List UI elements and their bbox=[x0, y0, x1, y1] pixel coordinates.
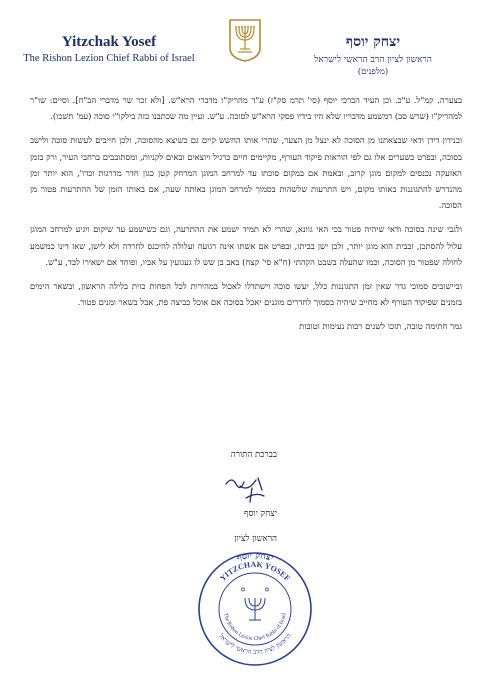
letterhead-english bbox=[14, 34, 204, 64]
hebrew-subtitle: (מלפנים) bbox=[357, 67, 389, 77]
menorah-emblem-icon bbox=[228, 18, 262, 62]
signer-title: הראשון לציון bbox=[234, 534, 277, 544]
stamp-inner-text: The Rishon Lezion Chief Rabbi of Israel bbox=[222, 612, 288, 643]
official-stamp bbox=[196, 550, 314, 668]
handwritten-signature bbox=[222, 472, 268, 508]
paragraph: וביישובים סמוכי גדר שאין זמן התגוננות כלל, יעשו סוכה וישתדלו לאכול במהירות לכל הפחות כזית בלילה הראשון, ובשאר הימים בזמנים שפיקוד העורף לא מחייב שיהיה בסמוך לחדרים מוגנים יאכל בסוכה אם אוכל כביצה פת, אבל בשאר ומנים פטור. bbox=[30, 281, 462, 308]
english-title: The Rishon Lezion Chief Rabbi of Israel bbox=[23, 53, 195, 64]
paragraph: ולגבי שינה בסוכה ודאי שיהיה פטור בכי האי גוונא, שהרי לא תמיד ישמע את ההתרעה, וגם כשישמע עד שיקום ויגיע למרחב המוגן עלול להסתכן, ובבית הוא מוגן יותר, ולכן ישן בביתו, ובפרט אם אשתו אינה רגועה ועלולה להיכנס לחרדה ולא לישן, שאז דינו כמשמע לחולה שפטור מן הסוכה, וכמו שהעלה בשבט הקהתי (ח"א סי' קצח) באב בן שש לו געגועין על אביו, ופוחד אם ישאירו לבד, ע"ש. bbox=[30, 224, 462, 267]
paragraph: גמר חתימה טובה, תזכו לשנים רבות נעימות וטובות bbox=[299, 321, 462, 332]
star-icon: ✡ bbox=[240, 586, 246, 594]
stamp-bottom-text: הראשון לציון הרב הראשי לישראל bbox=[217, 631, 293, 657]
hebrew-name: יצחק יוסף bbox=[345, 34, 401, 50]
paragraph: ובנידון דידן ודאי שבצאתנו מן הסוכה לא ינצל מן הצער, שהרי אותו החשש קיים גם כשיצא מהסוכה, ולכן חייבים לעשות סוכה ולישב בסוכה, ובפרט כשערים אלו גם לפי הוראות פיקוד העורף, מקיימים חיים כרגיל ויוצאים ובאים לקניות, ומסתובבים ברחבי העיר, ורק בזמן האזעקה נכנסים למקום מוגן קרוב, ובאמת אם במקום סוכתו עד למרחב המוגן המרחק קטן כגון חדר מדרגות וכדו', הוא יותר זמן מהנדרש להתגוננות באותו מקום, ויש התרעות שלשהות בסמוך למרחב המוגן באותה שעה, אם באותו הזמן של ההתרעות פטור מן הסוכה. bbox=[30, 135, 462, 211]
signer-name: יצחק יוסף bbox=[244, 509, 277, 519]
letterhead-hebrew bbox=[273, 34, 473, 77]
stamp-menorah-icon bbox=[245, 598, 265, 620]
star-icon: ✡ bbox=[264, 586, 270, 594]
svg-text:הראשון לציון הרב הראשי לישראל bbox=[217, 631, 293, 656]
paragraph: בצערה. קמ"ל. ע"כ. וכן העיד הברכי יוסף (סי' תרמ סק"ז) ע"ד מהריק"ו מדברי הרא"ש. [ולא זכר שר מדברי הב"ח]. וסיים: שו"ר למהריק"ו (שרש סב) דמשמע מדבריו שלא היו בידיו פסקי הרא"ש לסוכה. ע"ש. ועיין מה שכתבנו בזה בילקו"י סוכה (עמ' תשכו). bbox=[30, 95, 462, 122]
stamp-hebrew-arc: יצחק יוסף bbox=[235, 550, 275, 564]
letter-body bbox=[30, 92, 462, 343]
svg-text:YITZCHAK YOSEF bbox=[218, 560, 292, 583]
stamp-top-text: YITZCHAK YOSEF bbox=[218, 559, 292, 583]
closing-blessing: בברכת התורה bbox=[230, 450, 277, 460]
english-name: Yitzchak Yosef bbox=[61, 34, 157, 50]
hebrew-title: הראשון לציון הרב הראשי לישראל bbox=[314, 55, 432, 65]
